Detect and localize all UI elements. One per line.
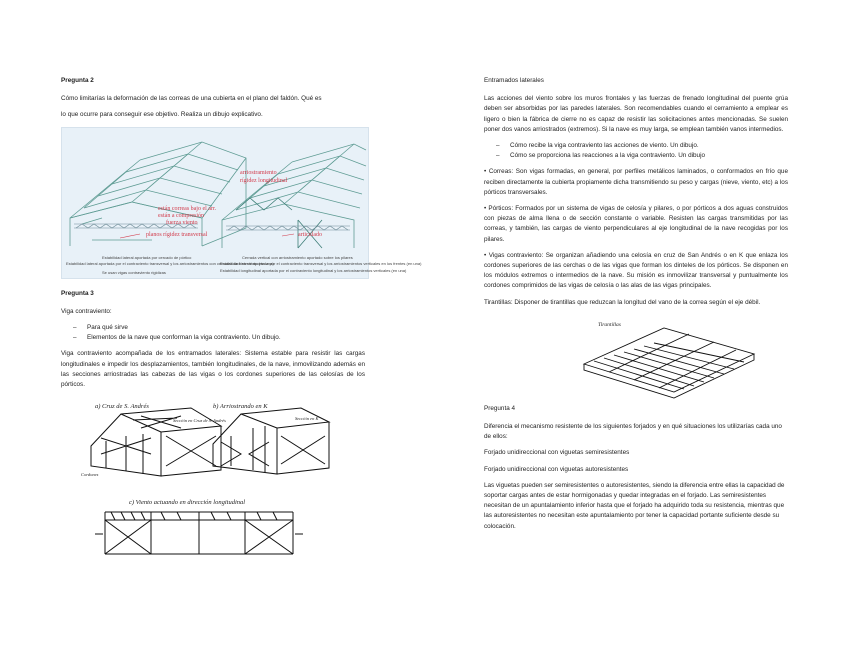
question-4-answer: Las viguetas pueden ser semiresistentes o autoresistentes, siendo la diferencia entre ellas la capacidad de soportar cargas antes de estar hormigonadas y quedar integradas en el forjado. Las semiresistentes necesitan de un apuntalamiento inferior hasta que el forjado ha adquirido toda su resistencia, mientras que las autoresistentes no necesitan este apuntalamiento por tener la capacidad portante suficiente desde su colocación.	[484, 481, 785, 530]
entramados-bullets	[484, 141, 788, 161]
label-correas: están correas bajo el arr.	[158, 205, 217, 212]
porticos-paragraph: • Pórticos: Formados por un sistema de vigas de celosía y pilares, o por pórticos a dos aguas construidos con piezas de alma llena o de sección constante o variable. Resisten las cargas transmitidas por las correas, y también, las cargas de viento perpendiculares al eje longitudinal de la nave recogidas por los pilares.	[484, 205, 788, 243]
right-frame-structure	[222, 144, 366, 248]
label-cruz-san-andres: a) Cruz de S. Andrés	[95, 403, 149, 411]
question-4-title: Pregunta 4	[484, 404, 516, 412]
correas-paragraph: • Correas: Son vigas formadas, en general, por perfiles metálicos laminados, o conformados en frío que reciben directamente la cubierta propiamente dicha transmitiendo su peso y cargas (nieve, viento, etc) a los pórticos transversales.	[484, 168, 788, 196]
label-seccion-k: Sección en K	[295, 416, 319, 422]
right-frame-truss	[226, 226, 350, 230]
tirantillas-paragraph: Tirantillas: Disponer de tirantillas que reduzcan la longitud del vano de la correa según el eje débil.	[484, 298, 761, 306]
vigas-contraviento-paragraph: • Vigas contraviento: Se organizan añadiendo una celosía en cruz de San Andrés o en K que enlaza los cordones superiores de las cerchas o de las vigas que forman los dinteles de los pórticos. Se disponen en los módulos extremos o intermedios de la nave. Su misión es inmovilizar transversal y puntualmente los cordones comprimidos de las vigas de celosía o las alas de las vigas principales.	[484, 251, 788, 290]
caption-right-1: Cerrada vertical con arriostramiento aportado sobre los pilares	[242, 254, 353, 260]
label-rigidez-longitudinal: rígidez longitudinal	[240, 177, 288, 184]
question-4-intro: Diferencia el mecanismo resistente de los siguientes forjados y en qué situaciones los utilizarías cada uno de ellos:	[484, 423, 782, 441]
tirantillas-roof	[584, 328, 754, 398]
label-compresion: están a compresión	[158, 212, 204, 219]
label-viento-longitudinal: c) Viento actuando en dirección longitudinal	[129, 499, 246, 507]
question-4-item-2: Forjado unidireccional con viguetas autoresistentes	[484, 465, 629, 473]
right-column	[484, 76, 788, 538]
question-4-item-1: Forjado unidireccional con viguetas semiresistentes	[484, 449, 630, 457]
question-3-subtitle: Viga contraviento:	[61, 307, 112, 315]
list-item: – Para qué sirve	[61, 323, 365, 333]
label-arriostrando-k: b) Arriostrando en K	[213, 403, 268, 411]
list-item: – Elementos de la nave que conforman la viga contraviento. Un dibujo.	[61, 333, 365, 343]
question-3-paragraph: Viga contraviento acompañada de los entramados laterales: Sistema estable para resistir las cargas longitudinales e impedir los desplazamientos, también longitudinales, de la nave, inmovilizando además en las secciones arriostradas las cabezas de las vigas o los cordones superiores de las celosías de los pórticos.	[61, 350, 365, 389]
question-3-title: Pregunta 3	[61, 289, 94, 297]
question-2-line-2: lo que ocurre para conseguir ese objetivo. Realiza un dibujo explicativo.	[61, 111, 263, 119]
left-frame-structure	[70, 142, 246, 246]
label-articulado: articulado	[298, 231, 322, 238]
tirantillas-diagram	[564, 314, 764, 396]
question-3-bullets	[61, 323, 365, 343]
caption-left-1: Estabilidad lateral aportada por cercado de pórtico	[102, 254, 192, 260]
label-seccion-cruz: Sección en Cruz de S. Andrés	[173, 418, 226, 424]
caption-left-3: Se usan vigas contraviento rigidizas	[102, 269, 166, 275]
bracing-diagram	[61, 127, 422, 279]
list-item: – Cómo se proporciona las reacciones a la viga contraviento. Un dibujo	[484, 151, 788, 161]
bracing-types-diagram	[81, 396, 331, 558]
figure-captions	[66, 255, 422, 275]
longitudinal-elevation	[95, 512, 303, 554]
caption-right-2: Estabilidad lateral aportada por el contraviento transversal y los arriostramientos verticales en los frentes (en una)	[220, 260, 422, 266]
question-2-title: Pregunta 2	[61, 77, 94, 84]
label-tirantillas: Tirantillas	[598, 321, 621, 328]
caption-right-3: Estabilidad longitudinal aportada por el contraviento longitudinal y los arriostramientos verticales (en una)	[220, 267, 407, 273]
bracing-diagram-svg	[62, 128, 422, 278]
label-arriostramiento: arriostramiento	[240, 169, 277, 176]
label-cordones: Cordones	[81, 472, 99, 478]
label-fuerza-viento: fuerza viento	[166, 219, 198, 226]
label-rigidez-transversal: planos rígidez transversal	[146, 231, 208, 238]
list-item: – Cómo recibe la viga contraviento las acciones de viento. Un dibujo.	[484, 141, 788, 151]
entramados-title: Entramados laterales	[484, 77, 544, 84]
question-2-line-1: Cómo limitarías la deformación de las correas de una cubierta en el plano del faldón. Qué es	[61, 95, 322, 103]
entramados-paragraph: Las acciones del viento sobre los muros frontales y las fuerzas de frenado longitudinal del puente grúa deben ser absorbidas por las paredes laterales. Son recomendables cuando el cerramiento a emplear es ligero o bien la fábrica de cierre no es capaz de resistir las solicitaciones antes mencionadas. Se suelen poner dos vanos arriostrados (extremos). Si la nave es muy larga, se emplean también vanos intermedios.	[484, 95, 788, 133]
left-column	[61, 76, 422, 558]
caption-left-2: Estabilidad lateral aportada por el contraviento transversal y los arriostramientos con cerradas de tres viento (en una)	[66, 260, 274, 266]
